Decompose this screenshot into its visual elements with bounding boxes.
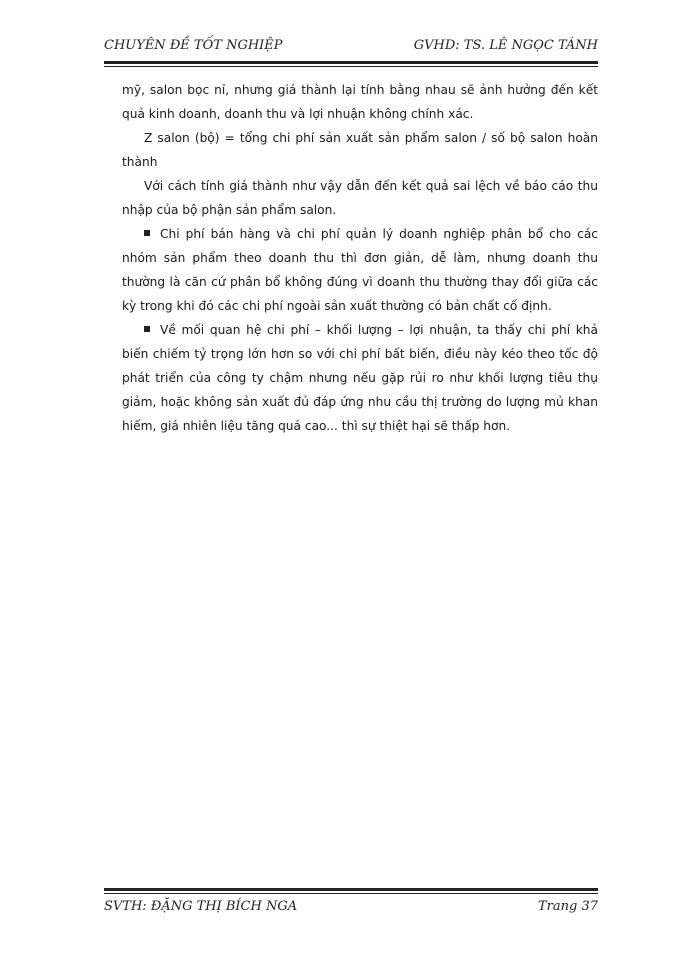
paragraph-continuation: mỹ, salon bọc nỉ, nhưng giá thành lại tính bằng nhau sẽ ảnh hưởng đến kết quả kinh doanh, doanh thu và lợi nhuận không chính xác.	[122, 83, 598, 121]
header-supervisor: GVHD: TS. LÊ NGỌC TÁNH	[413, 38, 598, 53]
bullet-square-icon	[144, 230, 150, 236]
footer-student-name: SVTH: ĐẶNG THỊ BÍCH NGA	[104, 899, 298, 914]
footer-rule	[104, 888, 598, 894]
bullet-square-icon	[144, 326, 150, 332]
page-body	[122, 78, 598, 438]
bullet-text: Chi phí bán hàng và chi phí quản lý doanh nghiệp phân bổ cho các nhóm sản phẩm theo doanh thu thì đơn giản, dễ làm, nhưng doanh thu thường là căn cứ phân bổ không đúng vì doanh thu thường thay đổi giữa các kỳ trong khi đó các chi phí ngoài sản xuất thường có bản chất cố định.	[122, 227, 598, 313]
header-thesis-title: CHUYÊN ĐỀ TỐT NGHIỆP	[104, 38, 283, 53]
paragraph-consequence: Với cách tính giá thành như vậy dẫn đến kết quả sai lệch về báo cáo thu nhập của bộ phận sản phẩm salon.	[122, 179, 598, 217]
bullet-text: Về mối quan hệ chi phí – khối lượng – lợi nhuận, ta thấy chi phí khả biến chiếm tỷ trọng lớn hơn so với chi phí bất biến, điều này kéo theo tốc độ phát triển của công ty chậm nhưng nếu gặp rủi ro như khối lượng tiêu thụ giảm, hoặc không sản xuất đủ đáp ứng nhu cầu thị trường do lượng mủ khan hiếm, giá nhiên liệu tăng quá cao... thì sự thiệt hại sẽ thấp hơn.	[122, 323, 598, 433]
footer-page-number: Trang 37	[537, 899, 598, 914]
header-rule	[104, 61, 598, 67]
bullet-item-sales-admin-costs	[122, 222, 598, 318]
paragraph-formula: Z salon (bộ) = tổng chi phí sản xuất sản phẩm salon / số bộ salon hoàn thành	[122, 131, 598, 169]
bullet-item-cvp-relationship	[122, 318, 598, 438]
page-header	[104, 38, 598, 60]
page-footer	[104, 899, 598, 921]
